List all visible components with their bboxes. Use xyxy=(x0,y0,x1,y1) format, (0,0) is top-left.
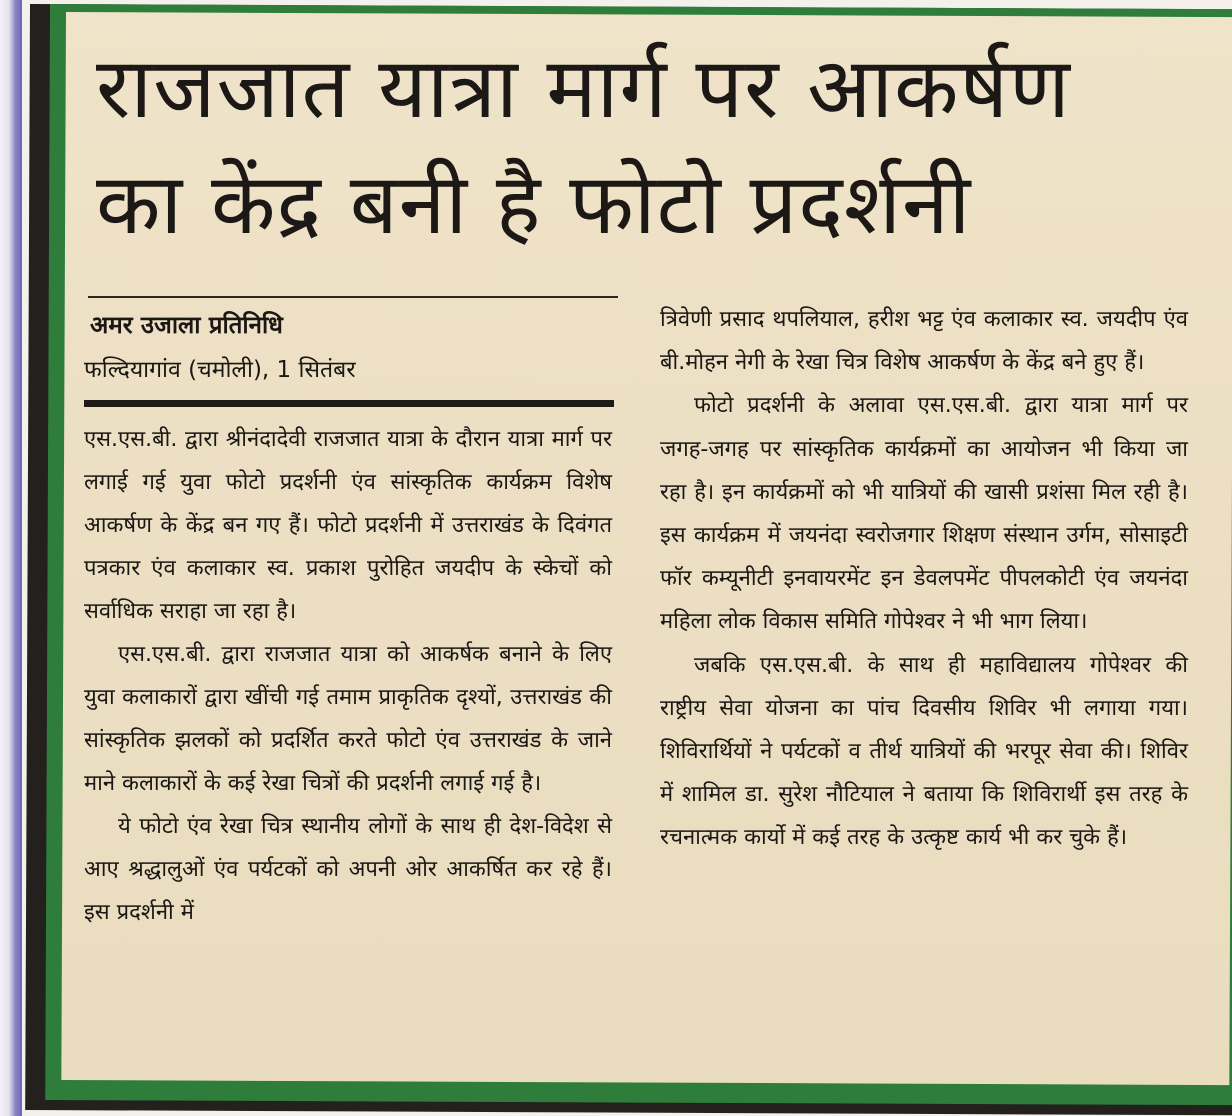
dateline-rule xyxy=(84,400,614,407)
paragraph: एस.एस.बी. द्वारा श्रीनंदादेवी राजजात यात्रा के दौरान यात्रा मार्ग पर लगाई गई युवा फोटो प्रदर्शनी एंव सांस्कृतिक कार्यक्रम विशेष आकर्षण के केंद्र बन गए हैं। फोटो प्रदर्शनी में उत्तराखंड के दिवंगत पत्रकार एंव कलाकार स्व. प्रकाश पुरोहित जयदीप के स्केचों को सर्वाधिक सराहा जा रहा है। xyxy=(84,427,612,624)
paragraph: फोटो प्रदर्शनी के अलावा एस.एस.बी. द्वारा यात्रा मार्ग पर जगह-जगह पर सांस्कृतिक कार्यक्रमों का आयोजन भी किया जा रहा है। इन कार्यक्रमों को भी यात्रियों की खासी प्रशंसा मिल रही है। इस कार्यक्रम में जयनंदा स्वरोजगार शिक्षण संस्थान उर्गम, सोसाइटी फॉर कम्यूनीटी इनवायरमेंट इन डेवलपमेंट पीपलकोटी एंव जयनंदा महिला लोक विकास समिति गोपेश्वर ने भी भाग लिया। xyxy=(660,393,1188,635)
byline-rule xyxy=(88,296,618,298)
dateline: फल्दियागांव (चमोली), 1 सितंबर xyxy=(84,357,356,383)
headline-line-1: राजजात यात्रा मार्ग पर आकर्षण xyxy=(96,39,1071,137)
headline-line-2: का केंद्र बनी है फोटो प्रदर्शनी xyxy=(96,155,972,253)
paragraph: जबकि एस.एस.बी. के साथ ही महाविद्यालय गोपेश्वर की राष्ट्रीय सेवा योजना का पांच दिवसीय शिविर भी लगाया गया। शिविरार्थियों ने पर्यटकों व तीर्थ यात्रियों की भरपूर सेवा की। शिविर में शामिल डा. सुरेश नौटियाल ने बताया कि शिविरार्थी इस तरह के रचनात्मक कार्यो में कई तरह के उत्कृष्ट कार्य भी कर चुके हैं। xyxy=(660,652,1188,851)
paragraph: ये फोटो एंव रेखा चित्र स्थानीय लोगों के साथ ही देश-विदेश से आए श्रद्धालुओं एंव पर्यटकों को अपनी ओर आकर्षित कर रहे हैं। इस प्रदर्शनी में xyxy=(84,814,612,925)
paragraph: एस.एस.बी. द्वारा राजजात यात्रा को आकर्षक बनाने के लिए युवा कलाकारों द्वारा खींची गई तमाम प्राकृतिक दृश्यों, उत्तराखंड की सांस्कृतिक झलकों को प्रदर्शित करते फोटो एंव उत्तराखंड के जाने माने कलाकारों के कई रेखा चित्रों की प्रदर्शनी लगाई गई है। xyxy=(84,642,612,796)
right-column xyxy=(660,298,1188,860)
headline xyxy=(96,30,1186,262)
paragraph: त्रिवेणी प्रसाद थपलियाल, हरीश भट्ट एंव कलाकार स्व. जयदीप एंव बी.मोहन नेगी के रेखा चित्र विशेष आकर्षण के केंद्र बने हुए हैं। xyxy=(660,307,1188,376)
byline: अमर उजाला प्रतिनिधि xyxy=(90,311,283,339)
left-column xyxy=(84,418,612,934)
scan-edge xyxy=(0,0,22,1116)
